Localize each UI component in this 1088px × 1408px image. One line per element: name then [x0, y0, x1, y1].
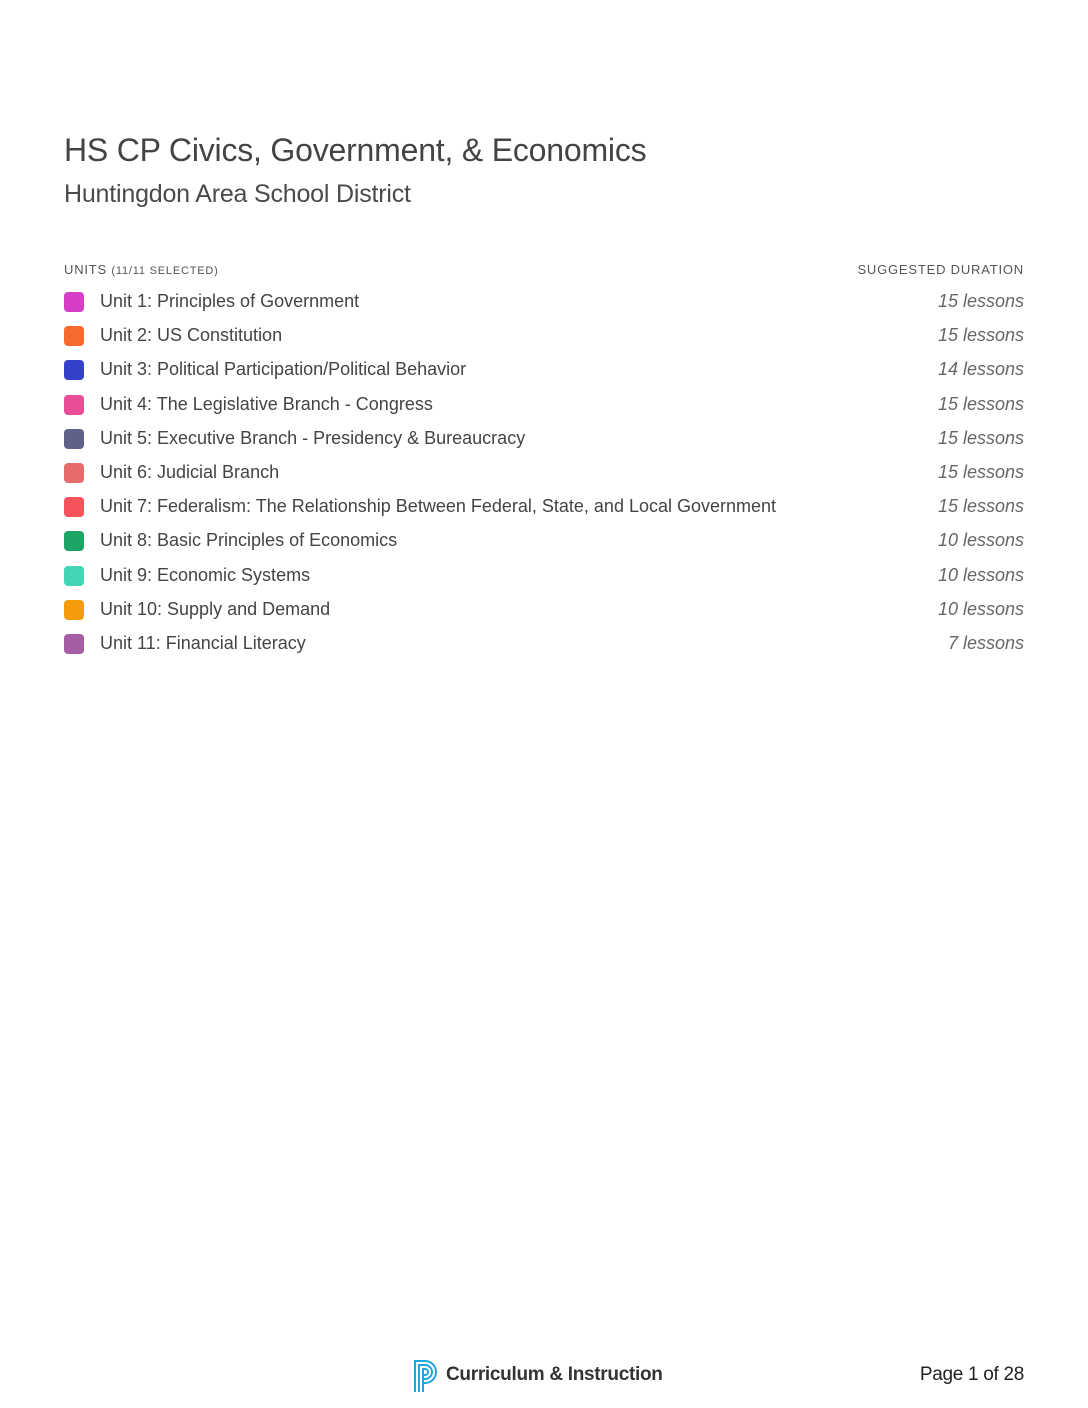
unit-row	[64, 455, 1024, 489]
unit-color-swatch	[64, 497, 84, 517]
unit-row	[64, 284, 1024, 318]
unit-row	[64, 626, 1024, 660]
unit-name: Unit 2: US Constitution	[100, 325, 283, 346]
unit-duration: 15 lessons	[937, 325, 1024, 346]
unit-duration: 15 lessons	[937, 496, 1024, 517]
units-header	[64, 262, 219, 277]
unit-name: Unit 5: Executive Branch - Presidency & Bureaucracy	[100, 427, 526, 448]
page-footer	[0, 1358, 1088, 1394]
unit-color-swatch	[64, 360, 84, 380]
unit-duration: 10 lessons	[937, 598, 1024, 619]
duration-header: SUGGESTED DURATION	[857, 262, 1024, 277]
unit-name: Unit 1: Principles of Government	[100, 291, 360, 311]
units-header-label: UNITS	[64, 262, 107, 277]
units-list	[64, 284, 1024, 660]
unit-row	[64, 489, 1024, 523]
unit-name: Unit 10: Supply and Demand	[100, 598, 331, 619]
unit-color-swatch	[64, 600, 84, 620]
unit-row	[64, 421, 1024, 455]
page-number: Page 1 of 28	[919, 1364, 1024, 1385]
unit-duration: 10 lessons	[937, 530, 1024, 551]
unit-duration: 14 lessons	[937, 359, 1024, 380]
unit-color-swatch	[64, 634, 84, 654]
powerschool-logo-icon	[413, 1359, 439, 1393]
unit-duration: 15 lessons	[937, 461, 1024, 482]
unit-color-swatch	[64, 566, 84, 586]
unit-row	[64, 558, 1024, 592]
units-selected-count: (11/11 SELECTED)	[111, 265, 219, 277]
units-table-header	[64, 262, 1024, 278]
unit-name: Unit 7: Federalism: The Relationship Between Federal, State, and Local Government	[100, 496, 777, 517]
unit-name: Unit 6: Judicial Branch	[100, 461, 280, 482]
unit-color-swatch	[64, 395, 84, 415]
footer-brand: Curriculum & Instruction	[446, 1364, 663, 1385]
unit-duration: 15 lessons	[937, 393, 1024, 414]
unit-row	[64, 352, 1024, 386]
unit-color-swatch	[64, 531, 84, 551]
unit-row	[64, 318, 1024, 352]
unit-row	[64, 387, 1024, 421]
unit-color-swatch	[64, 292, 84, 312]
unit-row	[64, 523, 1024, 557]
unit-name: Unit 3: Political Participation/Political Behavior	[100, 359, 467, 380]
unit-color-swatch	[64, 326, 84, 346]
unit-name: Unit 4: The Legislative Branch - Congress	[100, 393, 433, 414]
unit-row	[64, 592, 1024, 626]
unit-duration: 7 lessons	[947, 632, 1024, 653]
unit-name: Unit 9: Economic Systems	[100, 564, 311, 585]
unit-name: Unit 11: Financial Literacy	[100, 632, 306, 653]
unit-duration: 15 lessons	[937, 291, 1024, 311]
document-title: HS CP Civics, Government, & Economics	[64, 132, 647, 168]
district-name: Huntingdon Area School District	[64, 180, 411, 208]
unit-duration: 15 lessons	[937, 427, 1024, 448]
unit-color-swatch	[64, 463, 84, 483]
unit-color-swatch	[64, 429, 84, 449]
unit-duration: 10 lessons	[937, 564, 1024, 585]
unit-name: Unit 8: Basic Principles of Economics	[100, 530, 398, 551]
